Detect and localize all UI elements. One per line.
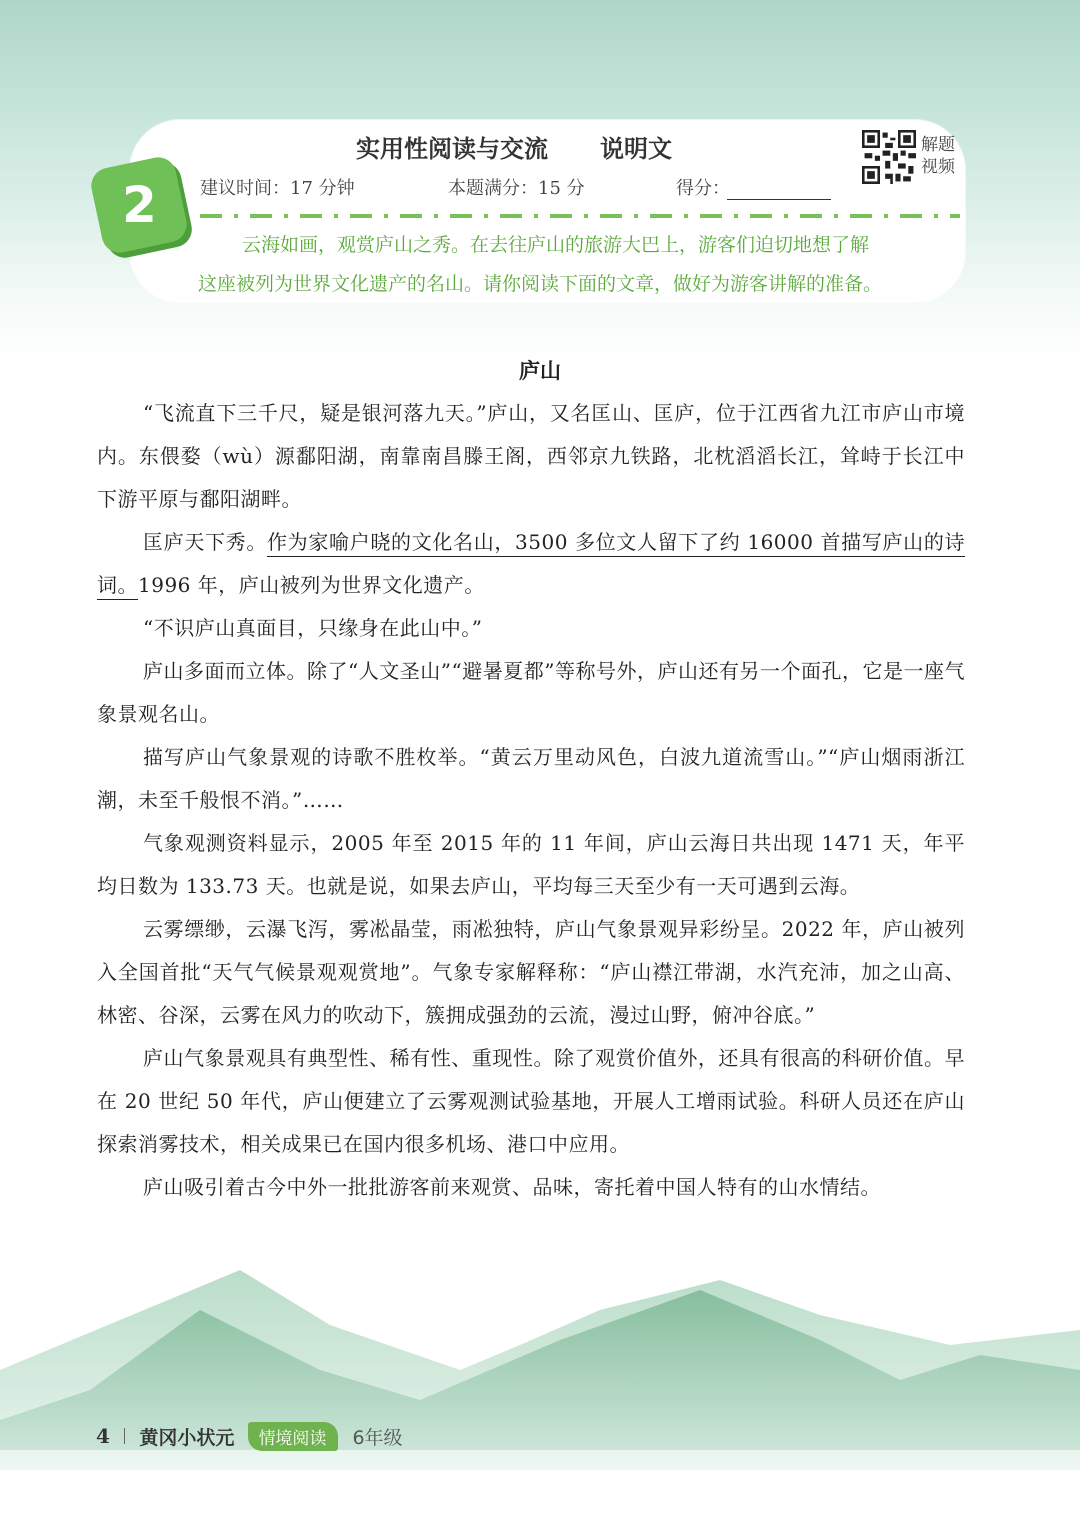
video-label[interactable]: 解题视频: [921, 135, 955, 177]
section-number-badge: [88, 154, 190, 256]
qr-code-icon[interactable]: [862, 130, 916, 184]
paragraph-1: “飞流直下三千尺，疑是银河落九天。”庐山，又名匡山、匡庐，位于江西省九江市庐山市境内。东偎婺（wù）源鄱阳湖，南靠南昌滕王阁，西邻京九铁路，北枕滔滔长江，耸峙于长江中下游平原与鄱阳湖畔。: [97, 401, 965, 511]
section-number: 2: [121, 176, 157, 235]
paragraph-3: “不识庐山真面目，只缘身在此山中。”: [143, 616, 483, 640]
intro-line-2: 这座被列为世界文化遗产的名山。请你阅读下面的文章，做好为游客讲解的准备。: [198, 273, 883, 295]
article-body: [97, 392, 965, 1209]
full-score: 本题满分：15 分: [448, 178, 585, 199]
article-title: 庐山: [519, 359, 561, 383]
dashed-divider: [200, 214, 960, 218]
footer-separator: [124, 1428, 126, 1444]
suggested-time: 建议时间：17 分钟: [200, 178, 355, 199]
series-name: 黄冈小状元: [139, 1426, 235, 1449]
genre-title: 说明文: [600, 134, 672, 163]
intro-text: [198, 226, 960, 304]
intro-line-1: 云海如画，观赏庐山之秀。在去往庐山的旅游大巴上，游客们迫切地想了解: [242, 234, 870, 256]
grade-label: 6年级: [352, 1426, 403, 1449]
paragraph-5: 描写庐山气象景观的诗歌不胜枚举。“黄云万里动风色，白波九道流雪山。”“庐山烟雨浙江潮，未至千般恨不消。”……: [97, 745, 965, 812]
paragraph-2-tail: 1996 年，庐山被列为世界文化遗产。: [138, 573, 485, 597]
score-label: 得分：: [676, 178, 730, 199]
series-tag: 情境阅读: [248, 1422, 338, 1451]
paragraph-6: 气象观测资料显示，2005 年至 2015 年的 11 年间，庐山云海日共出现 1471 天，年平均日数为 133.73 天。也就是说，如果去庐山，平均每三天至少有一天可遇到云海。: [97, 831, 965, 898]
paragraph-4: 庐山多面而立体。除了“人文圣山”“避暑夏都”等称号外，庐山还有另一个面孔，它是一座气象景观名山。: [97, 659, 965, 726]
category-title: 实用性阅读与交流: [356, 134, 548, 163]
paragraph-7: 云雾缥缈，云瀑飞泻，雾凇晶莹，雨凇独特，庐山气象景观异彩纷呈。2022 年，庐山被列入全国首批“天气气候景观观赏地”。气象专家解释称：“庐山襟江带湖，水汽充沛，加之山高、林密、谷深，云雾在风力的吹动下，簇拥成强劲的云流，漫过山野，俯冲谷底。”: [97, 917, 965, 1027]
underlined-sentence: 作为家喻户晓的文化名山，3500 多位文人留下了约 16000 首描写庐山的诗词。: [97, 530, 965, 600]
paragraph-8: 庐山气象景观具有典型性、稀有性、重现性。除了观赏价值外，还具有很高的科研价值。早在 20 世纪 50 年代，庐山便建立了云雾观测试验基地，开展人工增雨试验。科研人员还在庐山探索消雾技术，相关成果已在国内很多机场、港口中应用。: [97, 1046, 965, 1156]
page-number: 4: [96, 1424, 110, 1448]
section-title: [356, 128, 672, 164]
paragraph-2-lead: 匡庐天下秀。: [143, 530, 268, 554]
score-blank[interactable]: [727, 199, 831, 200]
page-footer: [96, 1420, 403, 1452]
paragraph-9: 庐山吸引着古今中外一批批游客前来观赏、品味，寄托着中国人特有的山水情结。: [143, 1175, 881, 1199]
paragraph-2: [97, 521, 965, 607]
